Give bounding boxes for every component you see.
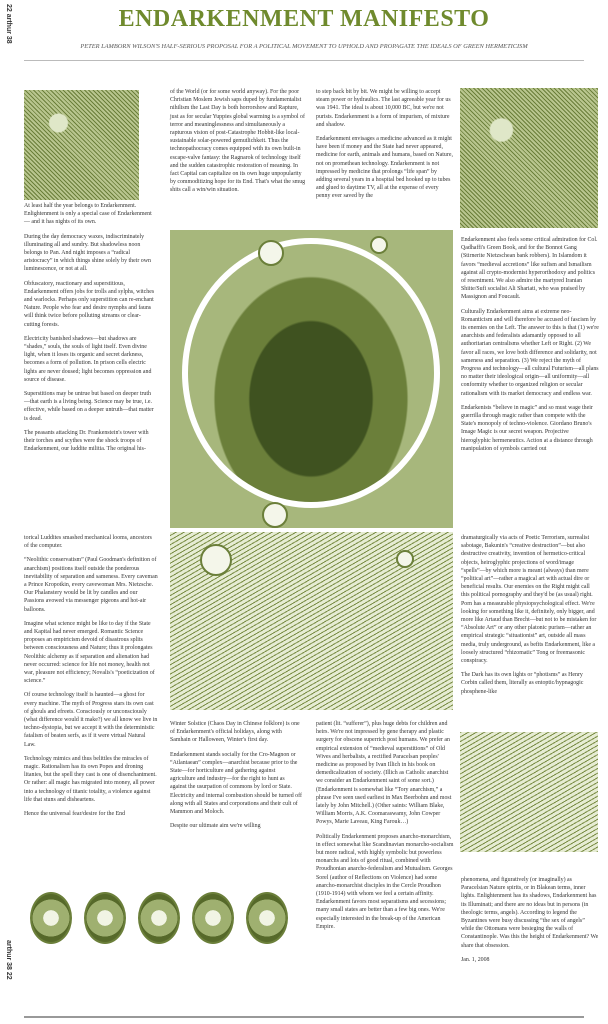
paragraph: to step back bit by bit. We might be willing to accept steam power or hydraulics. The last agreeable year for us was 1941. The ideal is about 10,000 BC, but we're not purists. Endarkenment is a form of impurism, of mixture and shadow.	[316, 89, 451, 128]
sun-icon	[258, 240, 284, 266]
moon-icon	[370, 236, 388, 254]
paragraph: Imagine what science might be like to day if the State and Kapital had never emerged. Romantic Science proposes an empiricism devoid of disastrous splits between consciousness and Nature; thus it prolongates Neolithic alchemy as if separation and alienation had never occurred: science for life not money, health not war, pleasure not efficiency; Novalis's “poeticization of science.”	[24, 620, 155, 685]
medallion	[30, 892, 72, 944]
paragraph: Superstitions may be untrue but based on deeper truth—that earth is a living being. Science may be true, i.e. effective, while based on a deeper untruth—that matter is dead.	[24, 391, 154, 422]
figure-medallions	[24, 882, 314, 952]
paragraph: Despite our ultimate aim we're willing	[170, 823, 261, 830]
column-3-bottom	[316, 720, 454, 937]
article-title: ENDARKENMENT MANIFESTO	[118, 6, 490, 32]
paragraph: of the World (or for some world anyway). For the poor Christian Moslem Jewish saps duped by fundamentalist nihilism the Last Day is both horrorshow and Rapture, just as for secular Yuppies global warming is a symbol of terror and meaninglessness and simultaneously a rapturous vision of post-Catastrophe Hobbit-like local-sustainable solar-powered gemutlichkeit. Thus the technopathocracy comes equipped with its own built-in escape-valve fantasy: the Ragnarok of technology itself and the sudden catastrophic restoration of meaning. In fact Capital can capitalize on its own huge unpopularity by commoditizing hope for its End. That's what the smug shits call a win/win situation.	[170, 89, 306, 194]
column-4-bottom	[461, 534, 599, 702]
figure-col4-top	[460, 88, 598, 228]
article-subtitle: PETER LAMBORN WILSON'S HALF-SERIOUS PROPOSAL FOR A POLITICAL MOVEMENT TO UPHOLD AND PROPAGATE THE IDEALS OF GREEN HERMETICISM	[80, 43, 528, 50]
sun-icon	[262, 502, 288, 528]
column-3-top	[316, 88, 454, 207]
paragraph: Endarkenment also feels some critical admiration for Col. Qadhaffi's Green Book, and for the Bonnot Gang (Stirnerite Nietzschean bank robbers). In Islamdom it favors “medieval accretions” like sufism and Ismailism against all crypto-modernist hyperorthodoxy and politics of resentment. We also admire the martyred Iranian Shiite/Sufi socialist Ali Shariati, who was praised by Massignon and Foucault.	[461, 237, 598, 301]
footer-rule	[24, 1016, 584, 1018]
header-rule	[24, 60, 584, 61]
medallion	[138, 892, 180, 944]
paragraph: torical Luddites smashed mechanical looms, ancestors of the computer.	[24, 535, 152, 550]
paragraph: Culturally Endarkenment aims at extreme neo-Romanticism and will therefore be accused of fascism by its enemies on the Left. The answer to this is that (1) we're anarchists and federalists adamantly opposed to all authoritarian centralisms whether Left or Right. (2) We favor all races, we love both difference and solidarity, not sameness and separation. (3) We reject the myth of Progress and technology—all cultural Futurism—all plans no matter their ideological origin—all uniformity—all conformity whether to organized religion or secular rationalism with its market democracy and endless war.	[461, 308, 599, 397]
medallion	[84, 892, 126, 944]
paragraph: The Dark has its own lights or “photisms” as Henry Corbin called them, literally as entoptic/hypnagogic phosphene-like	[461, 672, 584, 695]
paragraph: Winter Solstice (Chaos Day in Chinese folklore) is one of Endarkenment's official holidays, along with Samhain or Halloween, Winter's first day.	[170, 721, 300, 744]
column-1-top	[24, 202, 156, 459]
paragraph: patient (lit. “sufferer”), plus huge debts for children and heirs. We're not impressed by gene therapy and plastic surgery for obscene superrich post humans. We prefer an empirical extension of “medieval superstitions” of Old Wives and herbalists, a rectified Paracelsan peoples' medicine as proposed by Ivan Illich in his book on demedicalization of society. (Illich as Catholic anarchist we consider an Endarkenment saint of some sort.) (Endarkenment is somewhat like “Tory anarchism,” a phrase I've seen used earliest in Max Beerbohm and most lately by John Mitchell.) (Other saints: William Blake, William Morris, A.K. Coomaraswamy, John Cowper Powys, Marie Laveau, King Farouk…)	[316, 721, 452, 826]
column-2-bottom	[170, 720, 302, 836]
folio-top: 22 arthur 38	[5, 4, 12, 44]
paragraph: dramaturgically via acts of Poetic Terrorism, surrealist sabotage, Bakunin's “creative destruction”—but also destructive creativity, invention of hermetico-critical objects, heiroglyphic projections of word/image “spells”—by which more is meant (always) than mere “political art”—rather a magical art with actual dire or beneficial results. Our enemies on the Right might call this political pornography and they'd be (as usual) right. Porn has a measurable physiopsychological effect. We're looking for something like it, definitely, only bigger, and more like Artaud than Brecht—but not to be mistaken for “Absolute Art” or any other platonic purism—rather an empirical strategic “situationist” art, outside all mass media, truly underground, as befits Endarkenment, like a loosely structured “rhizomatic” Tong or freemasonic conspiracy.	[461, 535, 597, 665]
sun-icon	[200, 544, 232, 576]
paragraph: Politically Endarkenment proposes anarcho-monarchism, in effect somewhat like Scandinavian monarcho-socialism but more radical, with highly symbolic but powerless monarchs and lots of good ritual, combined with Proudhonian anarcho-federalism and Mutualism. Georges Sorel (author of Reflections on Violence) had some anarcho-monarchist disciples in the Cercle Proudhon (1910-1914) with whom we feel a certain affinity. Endarkenment favors most separatisms and secessions; many small states are better than a few big ones. We're especially interested in the break-up of the American Empire.	[316, 833, 454, 930]
cosmos-circle	[182, 238, 440, 508]
column-2-top	[170, 88, 308, 201]
paragraph: Of course technology itself is haunted—a ghost for every machine. The myth of Progress stars its own cast of ghouls and efreets. Consciously or unconsciously (what difference would it make?) we all know we live in techno-dystopia, but we accept it with the deterministic fatalism of beaten serfs, as if it were virtual Natural Law.	[24, 692, 158, 748]
figure-circle-cosmos	[170, 230, 453, 528]
moon-icon	[396, 550, 414, 568]
paragraph: Technology mimics and thus belittles the miracles of magic. Rationalism has its own Popes and droning litanies, but the spell they cast is one of disenchantment. Or rather: all magic has migrated into money, all power into a technology of titanic totality, a violence against life that stuns and disheartens.	[24, 755, 157, 803]
folio-bottom: arthur 38 22	[5, 940, 12, 980]
paragraph: Obfuscatory, reactionary and superstitious, Endarkenment offers jobs for trolls and sylphs, witches and warlocks. Perhaps only superstition can re-enchant Nature. People who fear and desire nymphs and fauns will think twice before polluting streams or clear-cutting forests.	[24, 280, 155, 328]
paragraph: During the day democracy waxes, indiscriminately illuminating all and sundry. But shadowless noon belongs to Pan. And night imposes a “radical aristocracy” in which things shine solely by their own luminescence, or not at all.	[24, 233, 151, 273]
paragraph: Hence the universal fear/desire for the End	[24, 811, 126, 818]
dateline: Jan. 1, 2008	[461, 956, 490, 963]
paragraph: “Neolithic conservatism” (Paul Goodman's definition of anarchism) positions itself outside the ponderous inevitability of separation and sameness. Every caveman a Prince Kropotkin, every cavewoman Mrs. Nietzsche. Our Phalanstery would be lit by candles and our Passions avowed via messenger pigeons and hot-air balloons.	[24, 557, 158, 613]
paragraph: Endarkenment envisages a medicine advanced as it might have been if money and the State had never appeared, medicine for earth, animals and humans, based on Nature, not on promethean technology. Endarkenment is not impressed by medicine that prolongs “life span” by adding several years in a hospital bed hooked up to tubes and glued to daytime TV, all at the expense of every penny ever saved by the	[316, 136, 453, 200]
figure-unicorn-forest	[460, 732, 598, 852]
paragraph: Electricity banished shadows—but shadows are “shades,” souls, the souls of light itself. Even divine light, when it loses its organic and secret darkness, becomes a form of pollution. In prison cells electric lights are never doused; light becomes oppression and source of disease.	[24, 335, 152, 383]
column-4-top	[461, 236, 599, 459]
column-1-bottom	[24, 534, 158, 824]
paragraph: Endarkenment stands socially for the Cro-Magnon or “Atlantaean” complex—anarchist because prior to the State—for horticulture and gathering against agriculture and industry—for the right to hunt as against the usurpation of commons by lord or State. Electricity and internal combustion should be turned off along with all States and corporations and their cult of Mammon and Moloch.	[170, 751, 302, 816]
figure-sun-angel	[170, 532, 453, 710]
paragraph: The peasants attacking Dr. Frankenstein's tower with their torches and scythes were the shock troops of Endarkenment, our luddite militia. The original his-	[24, 429, 149, 453]
paragraph: phenomena, and figuratively (or imaginally) as Paracelsian Nature spirits, or in Blakean terms, inner lights. Enlightenment has its shadows, Endarkenment has its Illuminati; and there are no ideas but in persons (in theologic terms, angels). According to legend the Byzantines were busy discussing “the sex of angels” while the Ottomans were besieging the walls of Constantinople. Was this the height of Endarkenment? We share that obsession.	[461, 877, 599, 949]
paragraph: At least half the year belongs to Endarkenment. Enlightenment is only a special case of Endarkenment— and it has nights of its own.	[24, 203, 152, 226]
column-4-end	[461, 876, 599, 970]
figure-woodcut-forest	[24, 90, 139, 200]
paragraph: Endarkenists “believe in magic” and so must wage their guerrilla through magic rather than compete with the State's monopoly of techno-violence. Giordano Bruno's Image Magic is our secret weapon. Projective hieroglyphic hermeneutics. Action at a distance through manipulation of symbols carried out	[461, 404, 593, 452]
medallion	[192, 892, 234, 944]
medallion	[246, 892, 288, 944]
